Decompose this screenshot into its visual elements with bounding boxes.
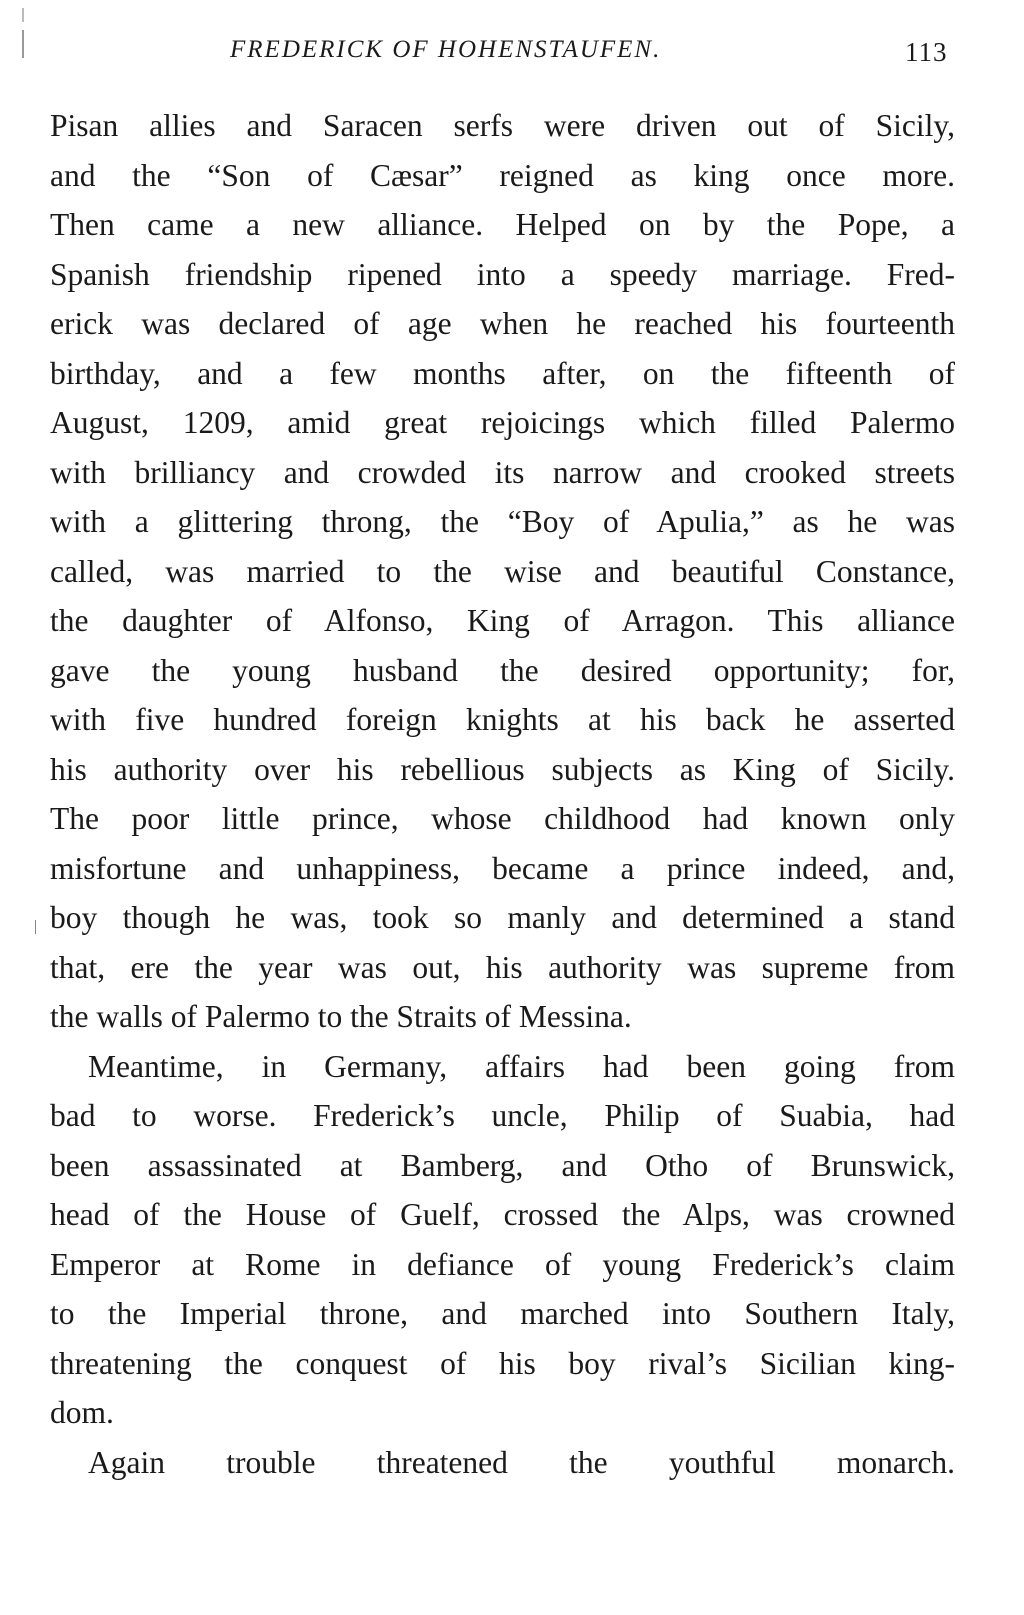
- text-line: with brilliancy and crowded its narrow and crooked streets: [50, 454, 955, 490]
- text-line: birthday, and a few months after, on the fifteenth of: [50, 355, 955, 391]
- text-line: boy though he was, took so manly and determined a stand: [50, 900, 955, 935]
- text-line: and the “Son of Cæsar” reigned as king once more.: [50, 157, 955, 193]
- text-line: Pisan allies and Saracen serfs were driven out of Sicily,: [50, 108, 955, 143]
- text-line: bad to worse. Frederick’s uncle, Philip of Suabia, had: [50, 1098, 955, 1133]
- paragraph-1: [50, 101, 955, 1042]
- text-line: with five hundred foreign knights at his back he asserted: [50, 702, 955, 737]
- text-line: August, 1209, amid great rejoicings which filled Palermo: [50, 405, 955, 440]
- text-line: The poor little prince, whose childhood had known only: [50, 801, 955, 836]
- text-line: the walls of Palermo to the Straits of Messina.: [50, 999, 632, 1034]
- text-line: Emperor at Rome in defiance of young Frederick’s claim: [50, 1246, 955, 1282]
- text-line: the daughter of Alfonso, King of Arragon. This alliance: [50, 603, 955, 638]
- text-line: threatening the conquest of his boy rival’s Sicilian king-: [50, 1345, 955, 1381]
- text-line: with a glittering throng, the “Boy of Apulia,” as he was: [50, 504, 955, 539]
- text-line: head of the House of Guelf, crossed the Alps, was crowned: [50, 1197, 955, 1232]
- text-line: called, was married to the wise and beautiful Constance,: [50, 553, 955, 589]
- margin-scan-mark: [35, 920, 36, 934]
- margin-scan-mark: [22, 8, 24, 22]
- text-line: Spanish friendship ripened into a speedy marriage. Fred-: [50, 256, 955, 292]
- text-line: Then came a new alliance. Helped on by the Pope, a: [50, 207, 955, 242]
- text-line: been assassinated at Bamberg, and Otho of Brunswick,: [50, 1147, 955, 1183]
- text-line: misfortune and unhappiness, became a prince indeed, and,: [50, 850, 955, 886]
- body-text: [50, 101, 955, 1487]
- text-line: Meantime, in Germany, affairs had been going from: [88, 1048, 955, 1084]
- page-header: [0, 30, 1024, 80]
- paragraph-3: [50, 1438, 955, 1488]
- text-line: to the Imperial throne, and marched into Southern Italy,: [50, 1296, 955, 1331]
- text-line: dom.: [50, 1395, 114, 1430]
- page-number: 113: [905, 37, 948, 67]
- text-line: his authority over his rebellious subjects as King of Sicily.: [50, 751, 955, 787]
- margin-scan-mark: [22, 30, 24, 58]
- text-line: that, ere the year was out, his authority was supreme from: [50, 949, 955, 985]
- text-line: gave the young husband the desired opportunity; for,: [50, 652, 955, 688]
- paragraph-2: [50, 1042, 955, 1438]
- text-line: erick was declared of age when he reached his fourteenth: [50, 306, 955, 341]
- running-title: FREDERICK OF HOHENSTAUFEN.: [230, 36, 662, 63]
- text-line: Again trouble threatened the youthful monarch.: [88, 1444, 955, 1480]
